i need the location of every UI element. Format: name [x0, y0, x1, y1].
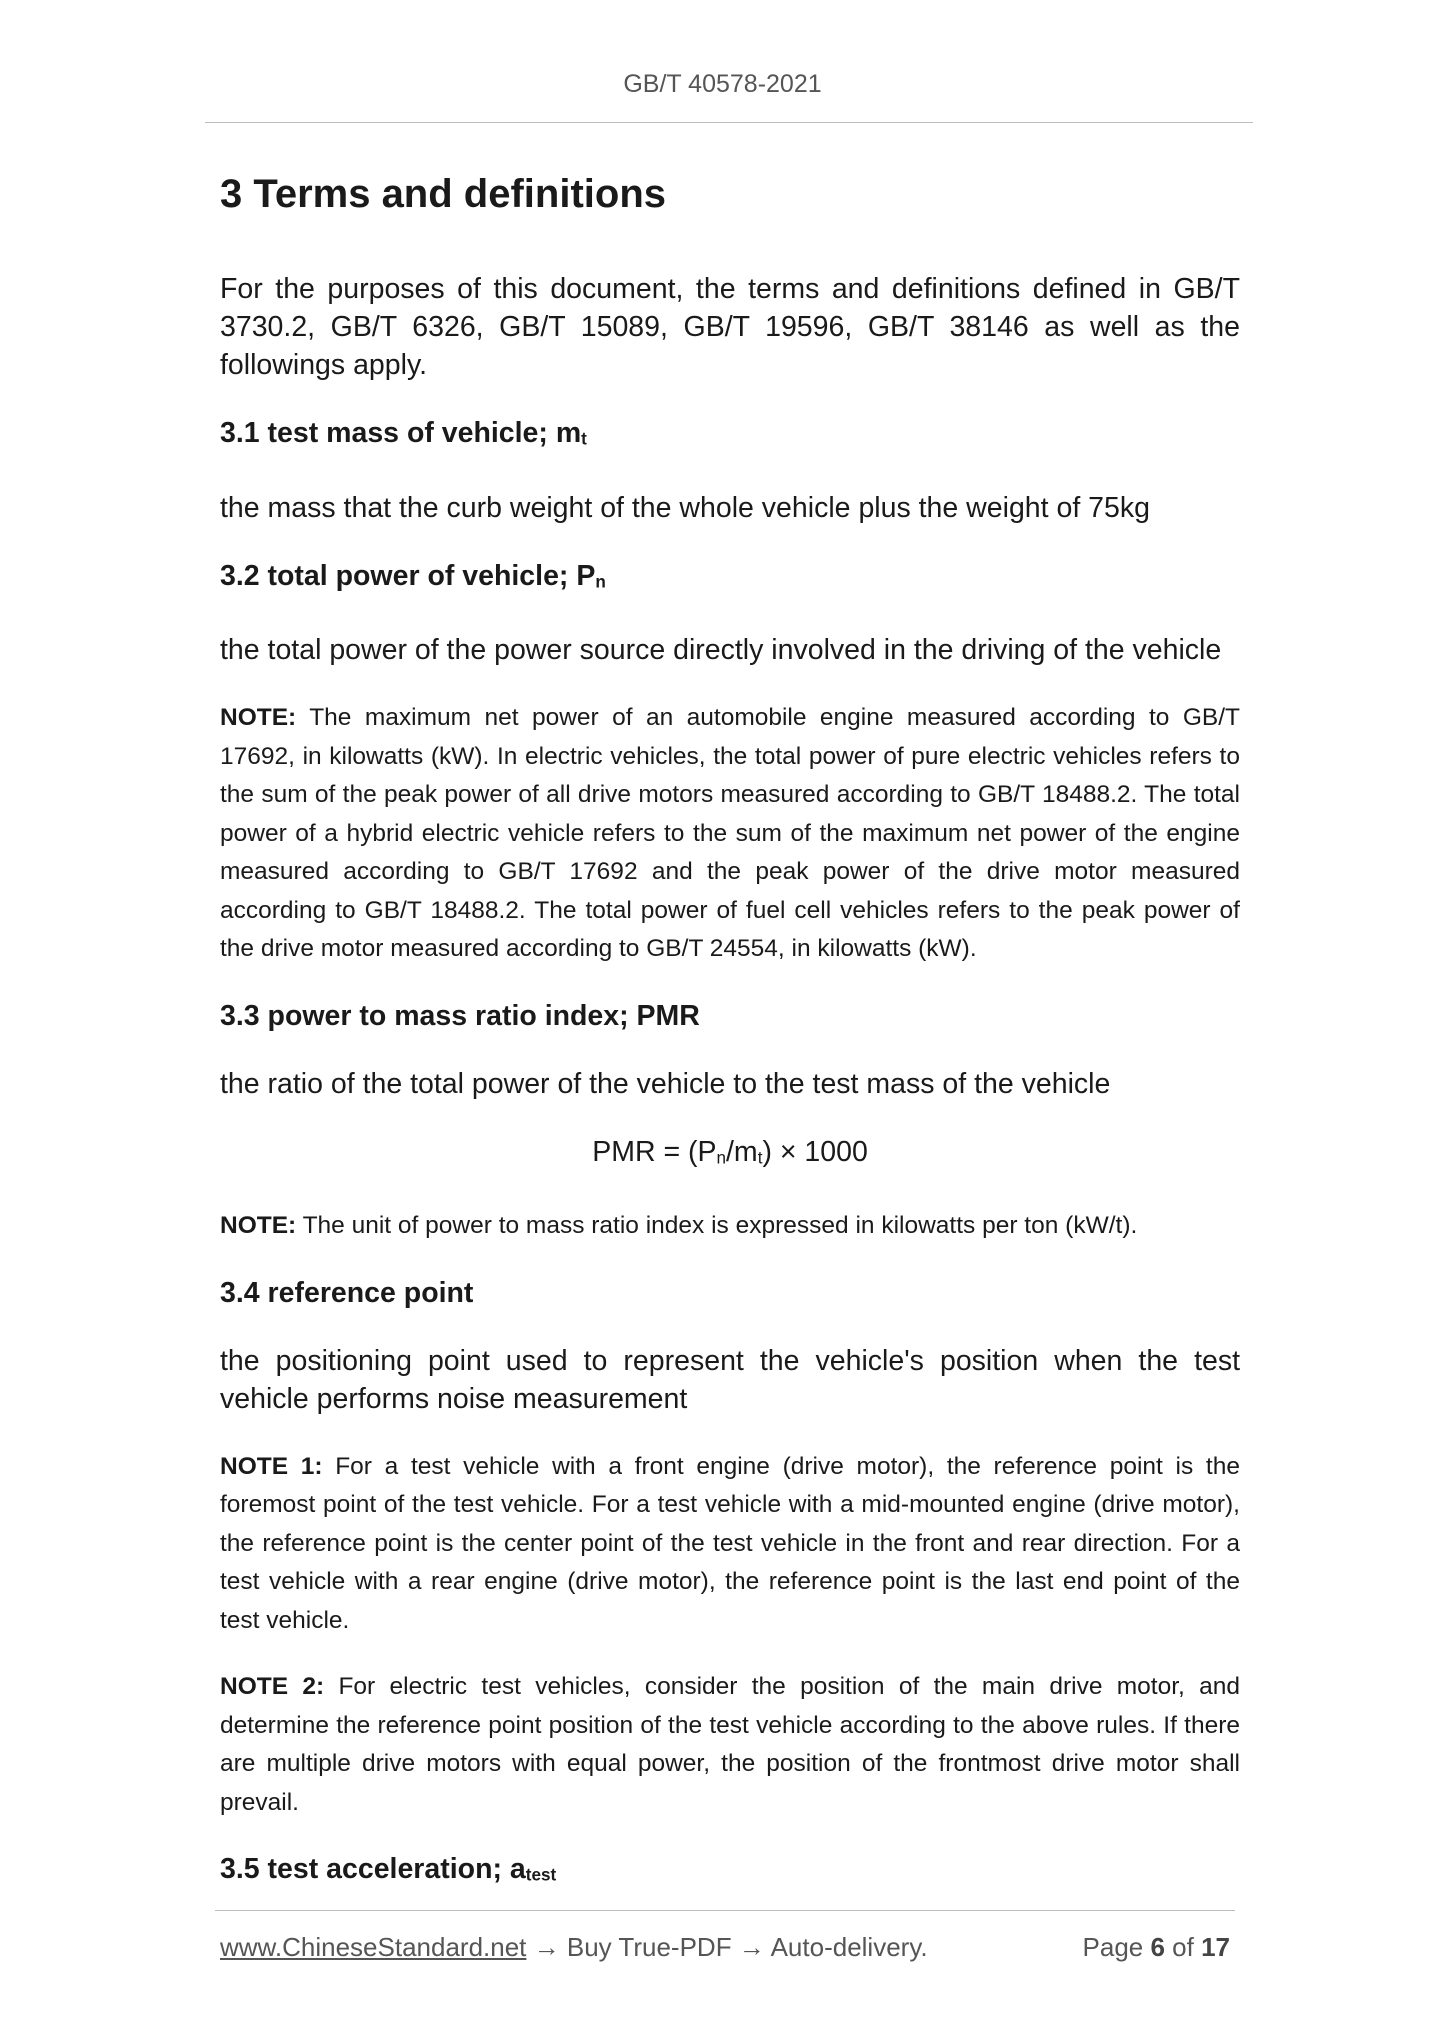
header-divider [205, 122, 1253, 123]
term-3-2-note: NOTE: The maximum net power of an automobile engine measured according to GB/T 17692, in kilowatts (kW). In electric vehicles, the total power of pure electric vehicles refers to the sum of the peak power of all drive motors measured according to GB/T 18488.2. The total power of a hybrid electric vehicle refers to the sum of the maximum net power of the engine measured according to GB/T 17692 and the peak power of the drive motor measured according to GB/T 18488.2. The total power of fuel cell vehicles refers to the peak power of the drive motor measured according to GB/T 24554, in kilowatts (kW). [220, 704, 1240, 963]
term-3-4-note-1: NOTE 1: For a test vehicle with a front engine (drive motor), the reference point is the foremost point of the test vehicle. For a test vehicle with a mid-mounted engine (drive motor), the reference point is the center point of the test vehicle in the front and rear direction. For a test vehicle with a rear engine (drive motor), the reference point is the last end point of the test vehicle. [220, 1452, 1240, 1634]
term-3-4-definition: the positioning point used to represent the vehicle's position when the test vehicle performs noise measurement [220, 1344, 1240, 1415]
footer-divider [215, 1910, 1235, 1911]
note-label: NOTE: [220, 1212, 297, 1240]
section-heading: 3 Terms and definitions [220, 172, 666, 216]
term-3-3-definition: the ratio of the total power of the vehicle to the test mass of the vehicle [220, 1067, 1111, 1100]
term-3-2-title: 3.2 total power of vehicle; Pn [220, 559, 606, 592]
term-3-5-subscript: test [525, 1865, 557, 1885]
term-3-3-note: NOTE: The unit of power to mass ratio index is expressed in kilowatts per ton (kW/t). [220, 1212, 1138, 1240]
section-intro: For the purposes of this document, the terms and definitions defined in GB/T 3730.2, GB/T 6326, GB/T 15089, GB/T 19596, GB/T 38146 as well as the followings apply. [220, 273, 1240, 381]
term-3-5-title: 3.5 test acceleration; atest [220, 1853, 557, 1886]
page-content [220, 170, 1240, 1925]
term-3-2-definition: the total power of the power source directly involved in the driving of the vehicle [220, 634, 1222, 667]
pmr-formula: PMR = (Pn/mt) × 1000 [592, 1135, 868, 1168]
current-page-number: 6 [1150, 1932, 1165, 1962]
arrow-icon: → [738, 1932, 765, 1962]
footer-site-link[interactable]: www.ChineseStandard.net [220, 1932, 527, 1962]
arrow-icon: → [533, 1932, 560, 1962]
term-3-1-definition: the mass that the curb weight of the whole vehicle plus the weight of 75kg [220, 491, 1150, 524]
term-3-4-note-2: NOTE 2: For electric test vehicles, consider the position of the main drive motor, and determine the reference point position of the test vehicle according to the above rules. If there are multiple drive motors with equal power, the position of the frontmost drive motor shall prevail. [220, 1673, 1241, 1816]
total-page-count: 17 [1201, 1932, 1230, 1962]
note-label: NOTE: [220, 704, 297, 732]
footer-promo: www.ChineseStandard.net → Buy True-PDF → Auto-delivery. [220, 1932, 928, 1962]
term-3-4-title: 3.4 reference point [220, 1276, 474, 1309]
term-3-1-title: 3.1 test mass of vehicle; mt [220, 417, 587, 449]
term-3-2-subscript: n [595, 572, 606, 592]
note-label: NOTE 2: [220, 1673, 325, 1701]
term-3-1-subscript: t [581, 429, 587, 449]
header-standard-number: GB/T 40578-2021 [623, 70, 822, 98]
page-indicator: Page 6 of 17 [1082, 1932, 1230, 1962]
term-3-3-title: 3.3 power to mass ratio index; PMR [220, 999, 700, 1032]
note-label: NOTE 1: [220, 1452, 323, 1480]
